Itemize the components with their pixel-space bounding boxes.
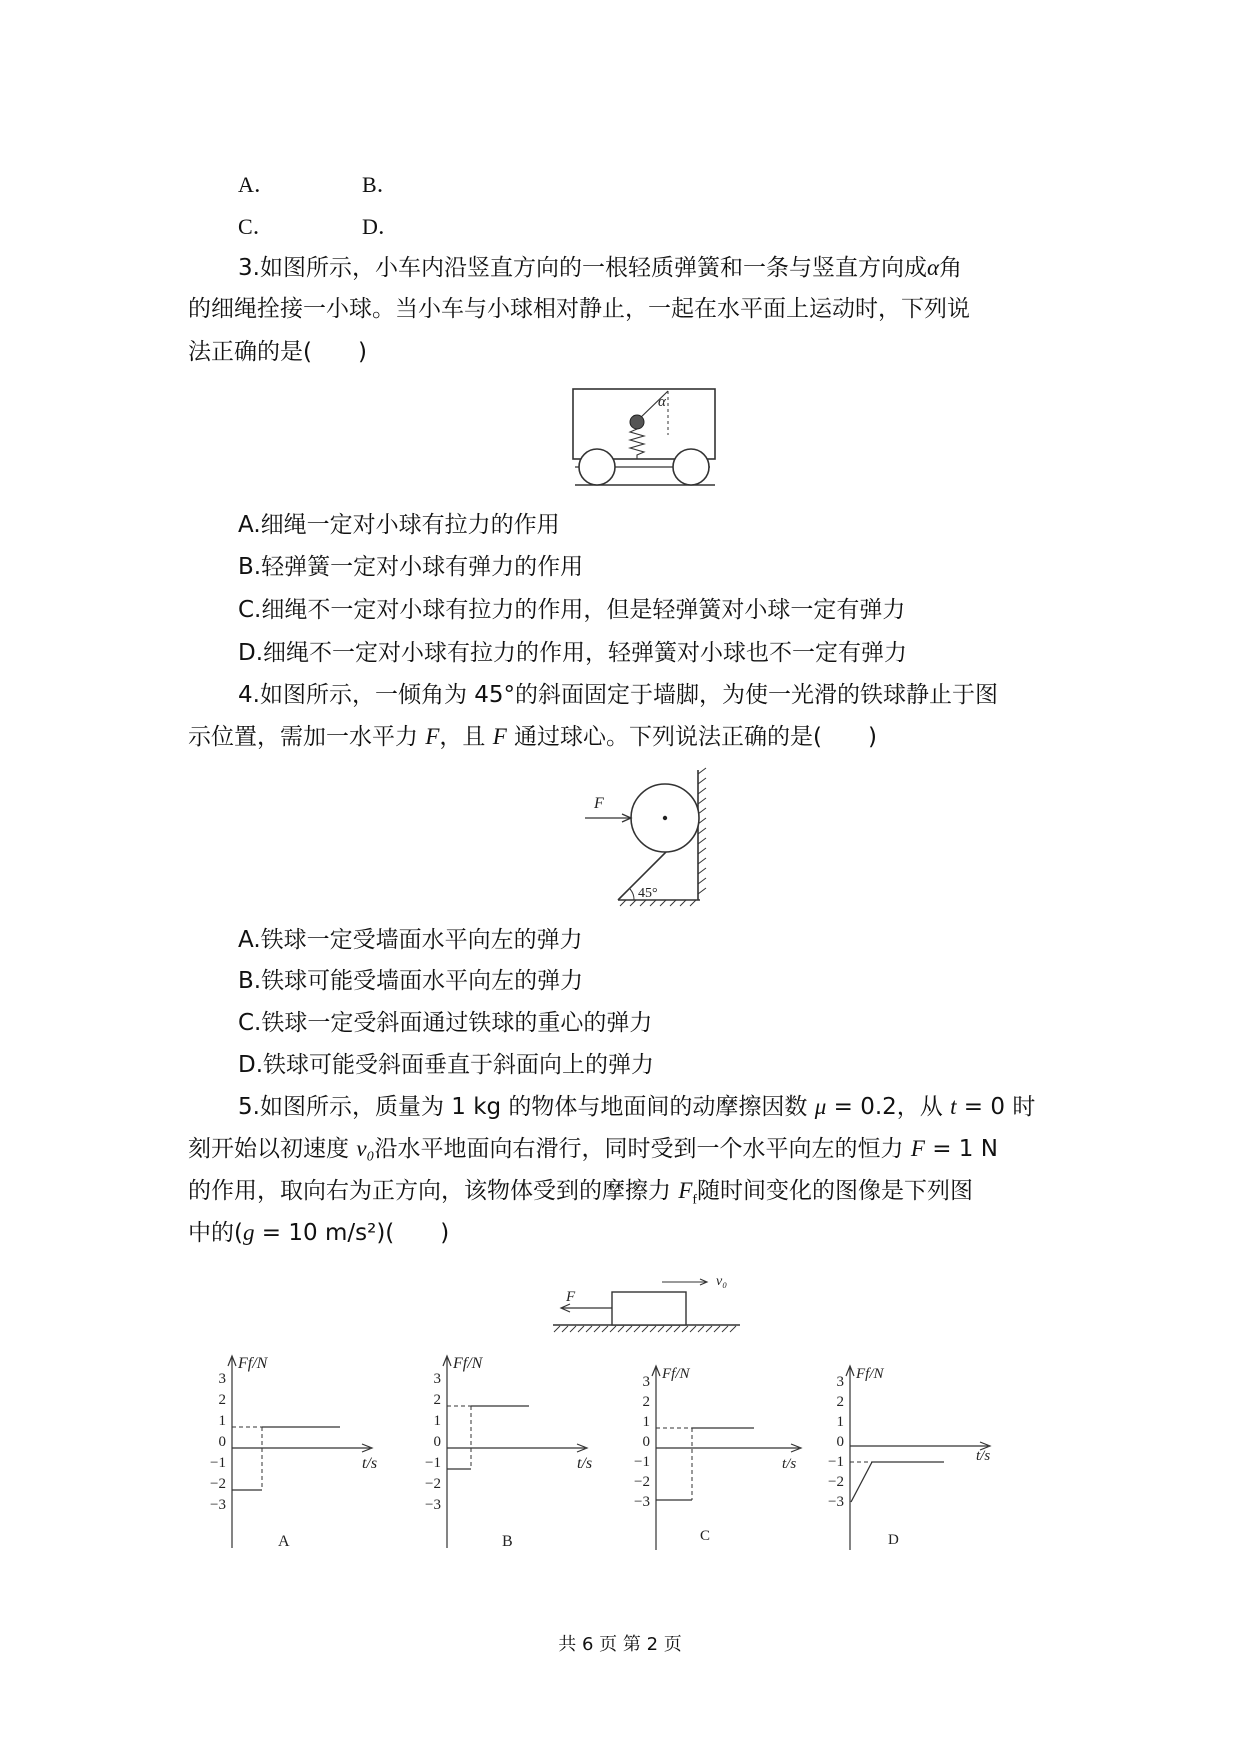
option-b: B．	[362, 172, 399, 197]
q4-line2	[188, 722, 877, 752]
angle-label: 45°	[638, 886, 658, 901]
q4-choice-c: C.铁球一定受斜面通过铁球的重心的弹力	[238, 1010, 653, 1036]
block-force-label: F	[566, 1289, 576, 1305]
graph-ylabel: Ff/N	[238, 1355, 268, 1372]
q3-text: 3.如图所示，小车内沿竖直方向的一根轻质弹簧和一条与竖直方向成	[238, 255, 927, 281]
option-c: C．	[238, 214, 275, 239]
mu-symbol: μ	[814, 1094, 827, 1119]
ball-wall-figure	[580, 768, 710, 908]
tick-label: 0	[642, 1434, 650, 1450]
q5-text: 随时间变化的图像是下列图	[697, 1178, 974, 1204]
force-label: F	[594, 795, 604, 812]
q3-line1	[238, 253, 962, 283]
tick-label: −1	[634, 1454, 650, 1470]
tick-label: −1	[828, 1454, 844, 1470]
tick-label: −2	[634, 1474, 650, 1490]
graph-a	[190, 1348, 390, 1578]
tick-label: 0	[218, 1434, 226, 1450]
tick-label: −1	[210, 1455, 226, 1471]
graph-xlabel: t/s	[362, 1455, 378, 1472]
q4-choice-d: D.铁球可能受斜面垂直于斜面向上的弹力	[238, 1052, 655, 1078]
v0-symbol: v₀	[356, 1136, 375, 1161]
graph-c	[614, 1360, 814, 1590]
q5-text: = 1 N	[924, 1136, 998, 1162]
graph-ylabel: Ff/N	[453, 1355, 483, 1372]
q3-line3: 法正确的是( )	[188, 339, 367, 365]
graph-xlabel: t/s	[577, 1455, 593, 1472]
tick-label: −2	[828, 1474, 844, 1490]
tick-label: 3	[433, 1371, 441, 1387]
tick-label: 3	[836, 1374, 844, 1390]
q4-text: ，且	[439, 724, 493, 750]
q3-choice-d: D.细绳不一定对小球有拉力的作用，轻弹簧对小球也不一定有弹力	[238, 640, 908, 666]
g-symbol: g	[242, 1220, 255, 1245]
tick-label: 0	[836, 1434, 844, 1450]
block-figure	[550, 1268, 740, 1334]
velocity-label: v₀	[716, 1274, 728, 1289]
tick-label: 1	[218, 1413, 226, 1429]
graph-xlabel: t/s	[782, 1456, 797, 1472]
q5-text: 沿水平地面向右滑行，同时受到一个水平向左的恒力	[374, 1136, 911, 1162]
ff-symbol: F	[678, 1178, 693, 1203]
graph-caption: C	[700, 1528, 711, 1544]
t-symbol: t	[950, 1094, 957, 1119]
force-symbol: F	[425, 724, 440, 749]
tick-label: −3	[634, 1494, 650, 1510]
q3-text: 角	[939, 255, 963, 281]
ff-subscript: f	[692, 1192, 698, 1208]
tick-label: −2	[210, 1476, 226, 1492]
graph-xlabel: t/s	[976, 1448, 991, 1464]
q5-text: 的作用，取向右为正方向，该物体受到的摩擦力	[188, 1178, 679, 1204]
tick-label: −2	[425, 1476, 441, 1492]
force-symbol: F	[910, 1136, 925, 1161]
graph-caption: B	[502, 1533, 513, 1550]
option-a: A．	[238, 172, 276, 197]
tick-label: 1	[433, 1413, 441, 1429]
tick-label: 2	[433, 1392, 441, 1408]
q3-choice-c: C.细绳不一定对小球有拉力的作用，但是轻弹簧对小球一定有弹力	[238, 597, 906, 623]
q5-text: 5.如图所示，质量为 1 kg 的物体与地面间的动摩擦因数	[238, 1094, 815, 1120]
q5-text: 刻开始以初速度	[188, 1136, 357, 1162]
q3-choice-b: B.轻弹簧一定对小球有弹力的作用	[238, 554, 584, 580]
tick-label: 3	[642, 1374, 650, 1390]
tick-label: 2	[642, 1394, 650, 1410]
tick-label: 3	[218, 1371, 226, 1387]
q5-text: = 0.2，从	[826, 1094, 951, 1120]
q5-text: 中的(	[188, 1220, 243, 1246]
tick-label: 2	[218, 1392, 226, 1408]
alpha-symbol: α	[926, 255, 940, 280]
graph-b	[405, 1348, 605, 1578]
q3-choice-a: A.细绳一定对小球有拉力的作用	[238, 512, 560, 538]
tick-label: −3	[210, 1497, 226, 1513]
q3-line2: 的细绳拴接一小球。当小车与小球相对静止，一起在水平面上运动时，下列说	[188, 296, 970, 322]
graph-ylabel: Ff/N	[662, 1366, 690, 1382]
q5-text: = 10 m/s²)( )	[254, 1220, 450, 1246]
q4-choice-a: A.铁球一定受墙面水平向左的弹力	[238, 927, 583, 953]
tick-label: −1	[425, 1455, 441, 1471]
q4-choice-b: B.铁球可能受墙面水平向左的弹力	[238, 968, 584, 994]
q5-line2	[188, 1134, 998, 1164]
q5-line4	[188, 1218, 449, 1248]
alpha-label: α	[658, 394, 666, 410]
cart-figure	[570, 385, 720, 490]
tick-label: 1	[836, 1414, 844, 1430]
tick-label: 0	[433, 1434, 441, 1450]
tick-label: −3	[828, 1494, 844, 1510]
graph-caption: D	[888, 1532, 899, 1548]
tick-label: 2	[836, 1394, 844, 1410]
q5-line3	[188, 1176, 973, 1216]
graph-caption: A	[278, 1533, 290, 1550]
graph-ylabel: Ff/N	[856, 1366, 884, 1382]
page-footer: 共 6 页 第 2 页	[558, 1634, 682, 1655]
q5-text: = 0 时	[956, 1094, 1036, 1120]
q4-line1: 4.如图所示，一倾角为 45°的斜面固定于墙脚，为使一光滑的铁球静止于图	[238, 682, 999, 708]
force-symbol: F	[492, 724, 507, 749]
q4-text: 通过球心。下列说法正确的是( )	[506, 724, 878, 750]
tick-label: −3	[425, 1497, 441, 1513]
q4-text: 示位置，需加一水平力	[188, 724, 426, 750]
tick-label: 1	[642, 1414, 650, 1430]
graph-d	[808, 1360, 1008, 1590]
option-d: D．	[362, 214, 400, 239]
q5-line1	[238, 1092, 1035, 1122]
